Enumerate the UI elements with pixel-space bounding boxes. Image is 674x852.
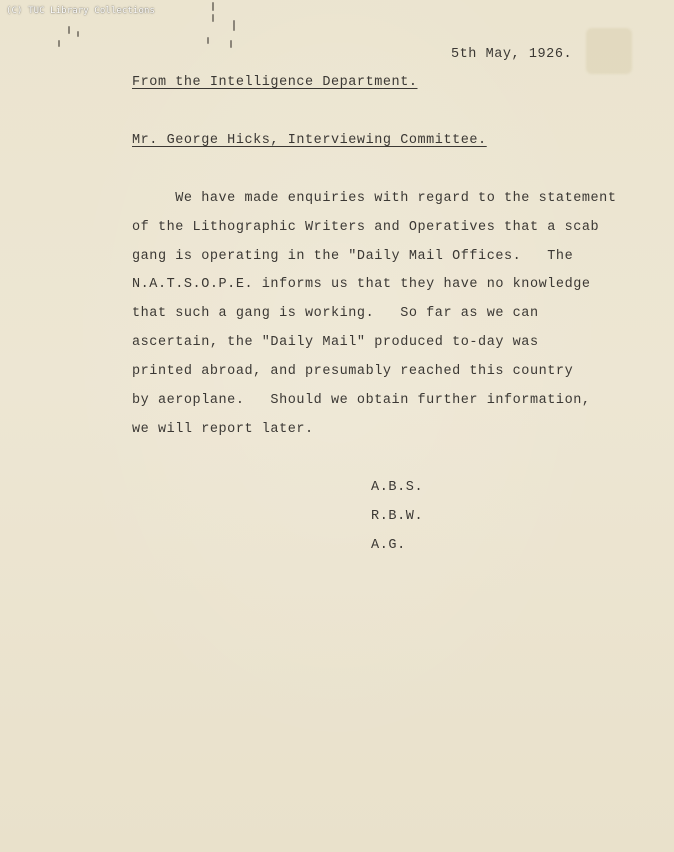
ink-mark [58, 40, 60, 47]
signature-initials: R.B.W. [371, 509, 424, 524]
paper-stain [586, 28, 632, 74]
body-line: printed abroad, and presumably reached this country [132, 364, 574, 379]
body-line: ascertain, the "Daily Mail" produced to-day was [132, 335, 539, 350]
copyright-watermark: (C) TUC Library Collections [6, 6, 155, 16]
body-line: by aeroplane. Should we obtain further information, [132, 393, 591, 408]
body-line: We have made enquiries with regard to the statement [132, 191, 617, 206]
body-line: that such a gang is working. So far as we can [132, 306, 539, 321]
letter-date: 5th May, 1926. [451, 47, 573, 62]
ink-mark [77, 31, 79, 37]
signature-initials: A.G. [371, 538, 406, 553]
ink-mark [230, 40, 232, 48]
letter-recipient: Mr. George Hicks, Interviewing Committee. [132, 133, 487, 148]
ink-mark [233, 20, 235, 31]
ink-mark [212, 2, 214, 11]
ink-mark [207, 37, 209, 44]
body-line: gang is operating in the "Daily Mail Offices. The [132, 249, 574, 264]
body-line: N.A.T.S.O.P.E. informs us that they have no knowledge [132, 277, 591, 292]
letter-sender: From the Intelligence Department. [132, 75, 418, 90]
signature-initials: A.B.S. [371, 480, 424, 495]
ink-mark [68, 26, 70, 34]
body-line: we will report later. [132, 422, 314, 437]
ink-mark [212, 14, 214, 22]
body-line: of the Lithographic Writers and Operatives that a scab [132, 220, 600, 235]
